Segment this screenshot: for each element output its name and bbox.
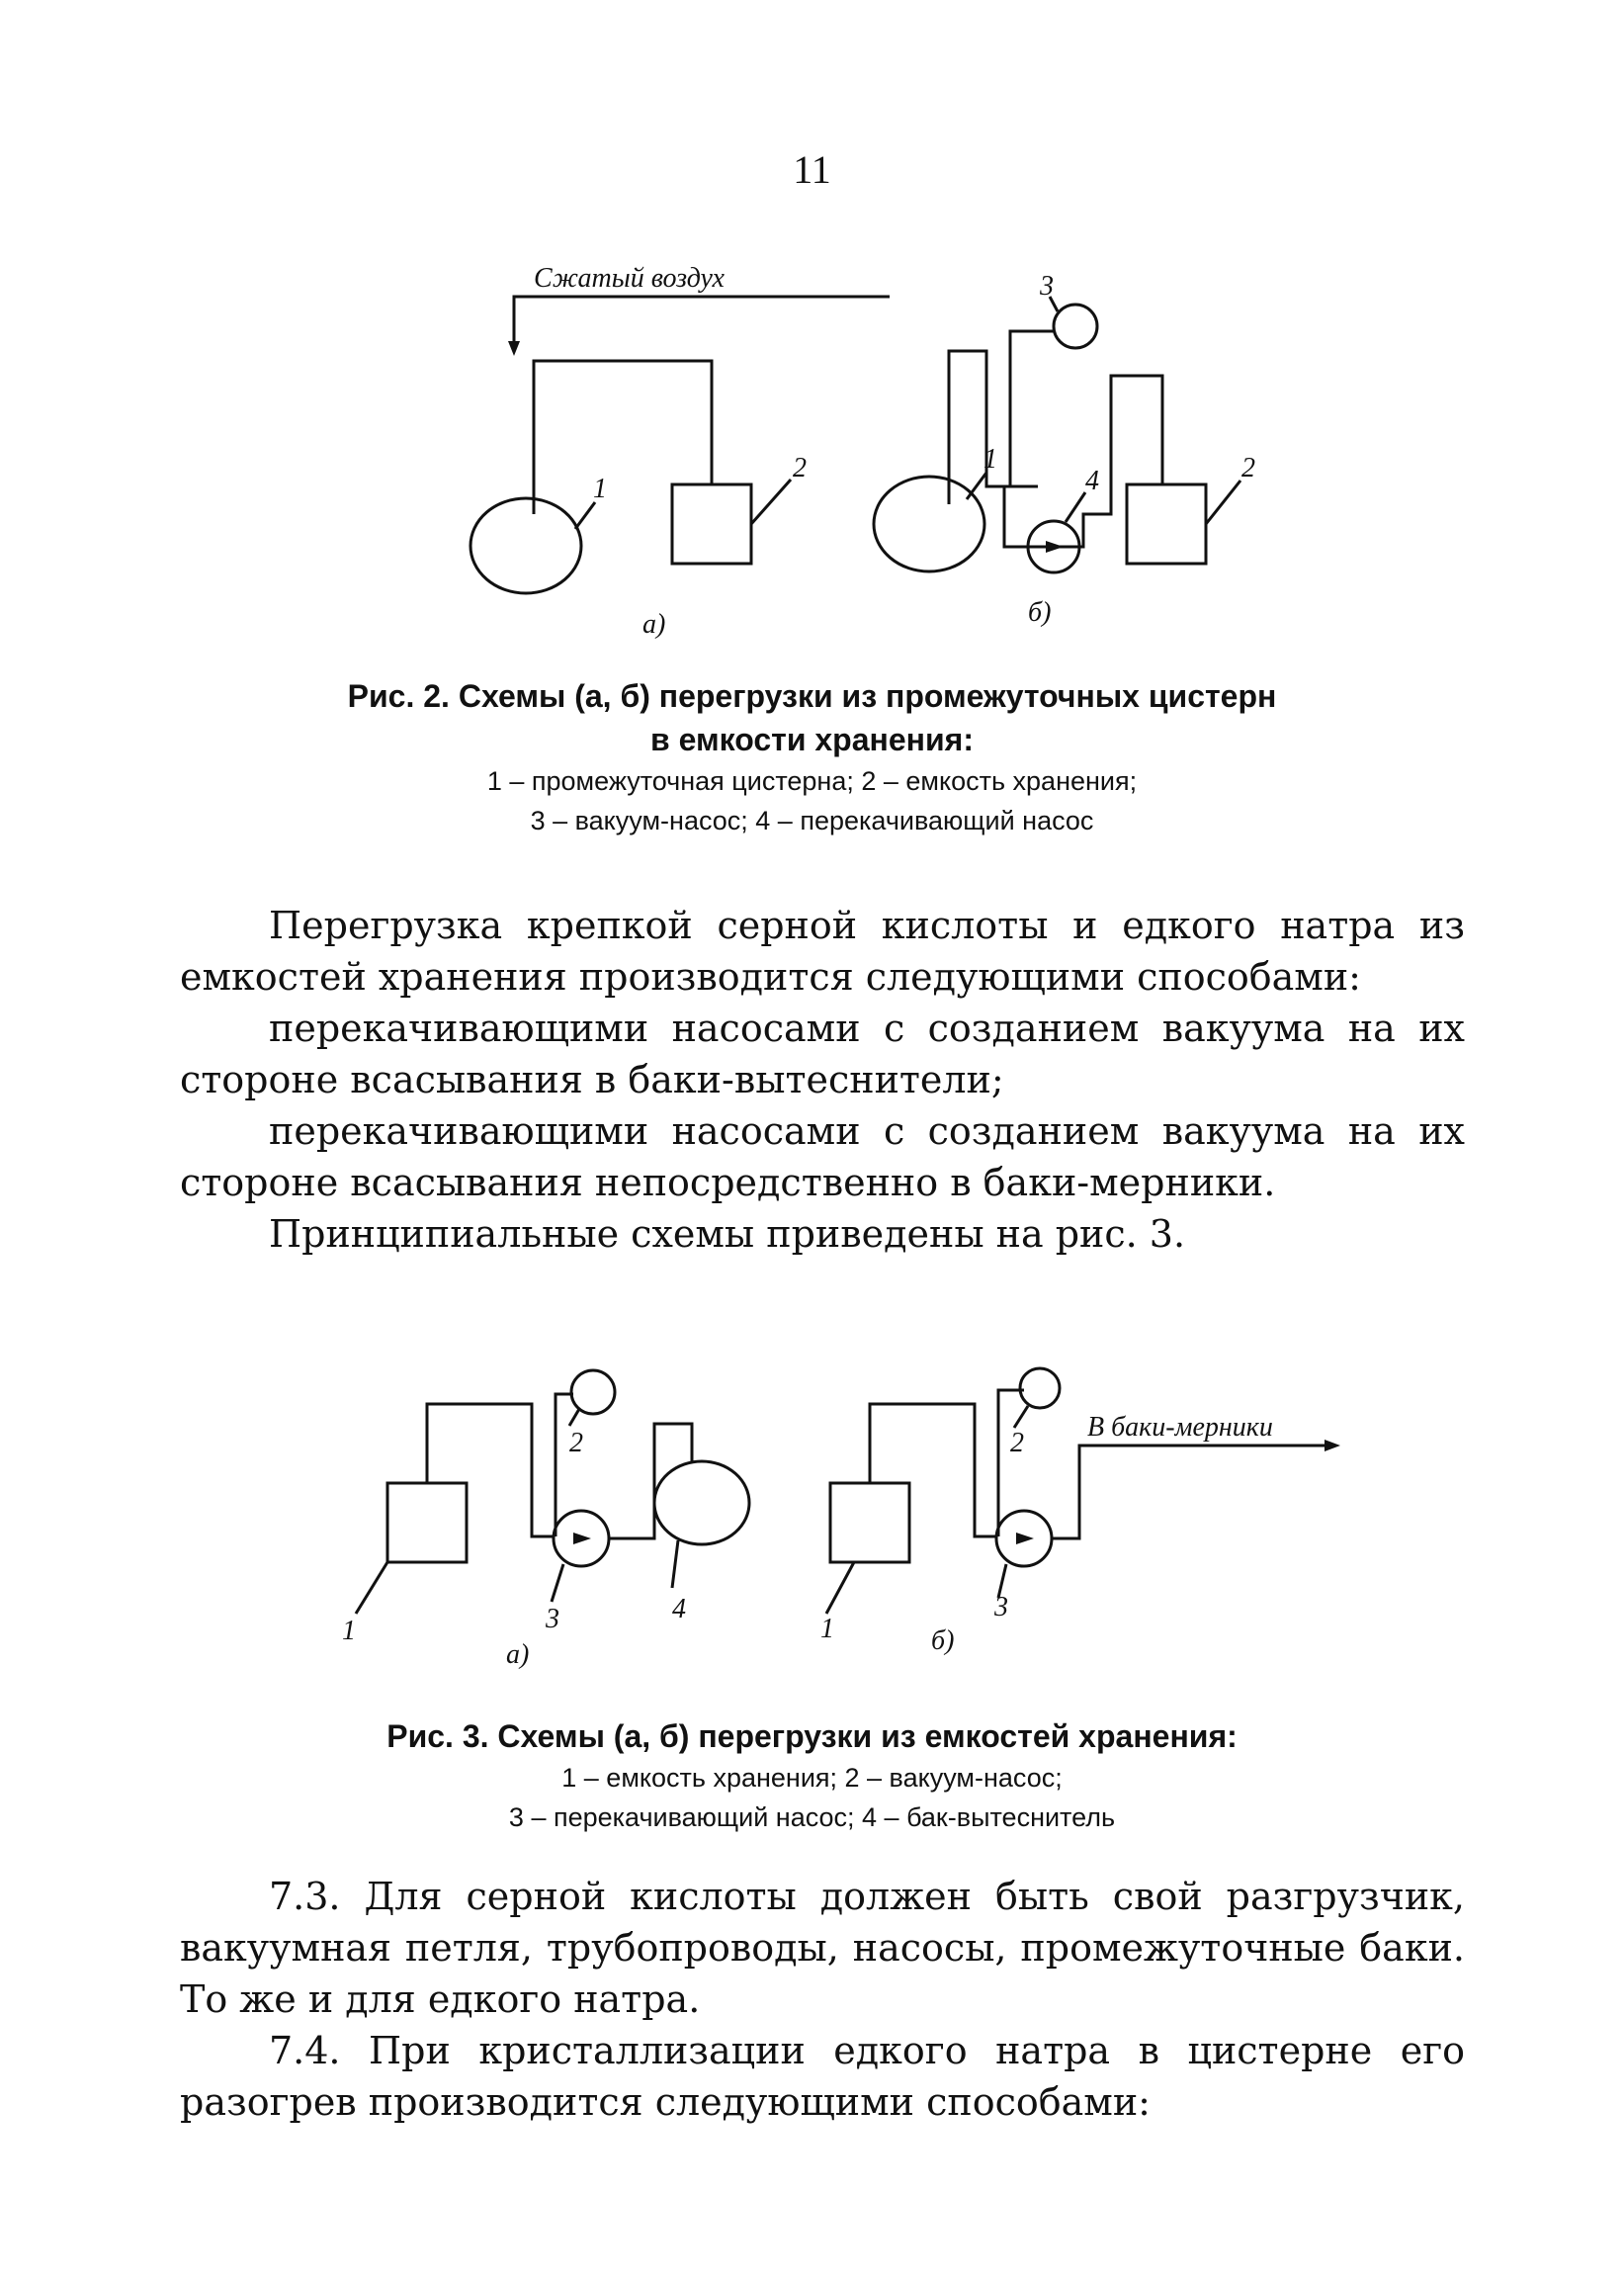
label-2b: 2 bbox=[1241, 453, 1255, 483]
paragraph: Принципиальные схемы приведены на рис. 3. bbox=[269, 1212, 1186, 1256]
figure-2-diagram bbox=[0, 257, 1624, 653]
body-text-1 bbox=[180, 900, 1465, 1260]
figure-2-caption bbox=[0, 674, 1624, 840]
figure-2-caption-legend-2: 3 – вакуум-насос; 4 – перекачивающий насос bbox=[530, 806, 1094, 835]
label-3a: 3 bbox=[546, 1604, 559, 1634]
label-3b: 3 bbox=[1040, 271, 1054, 302]
label-1b: 1 bbox=[820, 1614, 834, 1644]
tank-1a bbox=[470, 498, 581, 593]
sublabel-a: а) bbox=[506, 1639, 530, 1670]
sublabel-b: б) bbox=[1028, 597, 1052, 628]
pump-3a-arrow bbox=[573, 1533, 591, 1544]
figure-3-diagram bbox=[0, 1355, 1624, 1681]
vacuum-pump-2a bbox=[571, 1370, 615, 1414]
paragraph: 7.4. При кристаллизации едкого натра в цистерне его разогрев производится следующими способами: bbox=[180, 2029, 1465, 2124]
label-to-measuring-tanks: В баки-мерники bbox=[1087, 1412, 1273, 1443]
figure-2-caption-title-2: в емкости хранения: bbox=[650, 722, 974, 757]
air-arrow bbox=[508, 341, 520, 356]
sublabel-a: а) bbox=[642, 609, 666, 640]
pipe-b2 bbox=[1010, 331, 1054, 486]
tank-2b bbox=[1127, 484, 1206, 564]
tank-1b bbox=[874, 477, 984, 571]
figure-3-caption-legend-2: 3 – перекачивающий насос; 4 – бак-вытеснитель bbox=[508, 1802, 1116, 1832]
displacer-tank-4a bbox=[654, 1461, 749, 1544]
pump-4b-arrow bbox=[1046, 541, 1064, 553]
pipe-b1 bbox=[949, 351, 1038, 504]
sublabel-b: б) bbox=[931, 1625, 955, 1656]
tank-1b bbox=[830, 1483, 909, 1562]
vacuum-pump-2b bbox=[1020, 1368, 1060, 1408]
air-line bbox=[514, 297, 890, 346]
figure-3-caption-title: Рис. 3. Схемы (а, б) перегрузки из емкостей хранения: bbox=[386, 1718, 1238, 1754]
pipe-b3 bbox=[1004, 376, 1162, 547]
label-2b: 2 bbox=[1010, 1428, 1024, 1458]
paragraph: перекачивающими насосами с созданием вакуума на их стороне всасывания в баки-вытеснители; bbox=[180, 1007, 1465, 1101]
figure-3-caption bbox=[0, 1714, 1624, 1837]
paragraph: перекачивающими насосами с созданием вакуума на их стороне всасывания непосредственно в баки-мерники. bbox=[180, 1109, 1465, 1204]
label-1a: 1 bbox=[342, 1616, 356, 1646]
pipe-b1 bbox=[870, 1404, 996, 1536]
vacuum-pump-3b bbox=[1054, 305, 1097, 348]
page-number: 11 bbox=[793, 147, 831, 192]
pump-3b-arrow bbox=[1016, 1533, 1034, 1544]
body-text-2 bbox=[180, 1871, 1465, 2128]
pipe-a1 bbox=[427, 1404, 554, 1536]
figure-3-caption-legend-1: 1 – емкость хранения; 2 – вакуум-насос; bbox=[561, 1763, 1063, 1793]
label-4b: 4 bbox=[1085, 466, 1099, 496]
label-1a: 1 bbox=[593, 474, 607, 504]
label-1b: 1 bbox=[983, 444, 997, 475]
pipe-a bbox=[534, 361, 712, 514]
tank-2a bbox=[672, 484, 751, 564]
paragraph: Перегрузка крепкой серной кислоты и едкого натра из емкостей хранения производится следующими способами: bbox=[180, 904, 1465, 999]
pipe-b3 bbox=[1052, 1446, 1329, 1538]
tank-1a bbox=[387, 1483, 467, 1562]
outlet-arrow bbox=[1325, 1440, 1340, 1451]
figure-2-caption-legend-1: 1 – промежуточная цистерна; 2 – емкость хранения; bbox=[486, 766, 1138, 796]
label-4a: 4 bbox=[672, 1594, 686, 1624]
label-3b: 3 bbox=[994, 1592, 1008, 1622]
figure-2-caption-title-1: Рис. 2. Схемы (а, б) перегрузки из промежуточных цистерн bbox=[347, 678, 1277, 714]
label-2a: 2 bbox=[569, 1428, 583, 1458]
label-2a: 2 bbox=[793, 453, 807, 483]
pipe-a3 bbox=[609, 1424, 692, 1538]
label-compressed-air: Сжатый воздух bbox=[534, 263, 725, 294]
paragraph: 7.3. Для серной кислоты должен быть свой разгрузчик, вакуумная петля, трубопроводы, насосы, промежуточные баки. То же и для едкого натра. bbox=[180, 1875, 1465, 2021]
